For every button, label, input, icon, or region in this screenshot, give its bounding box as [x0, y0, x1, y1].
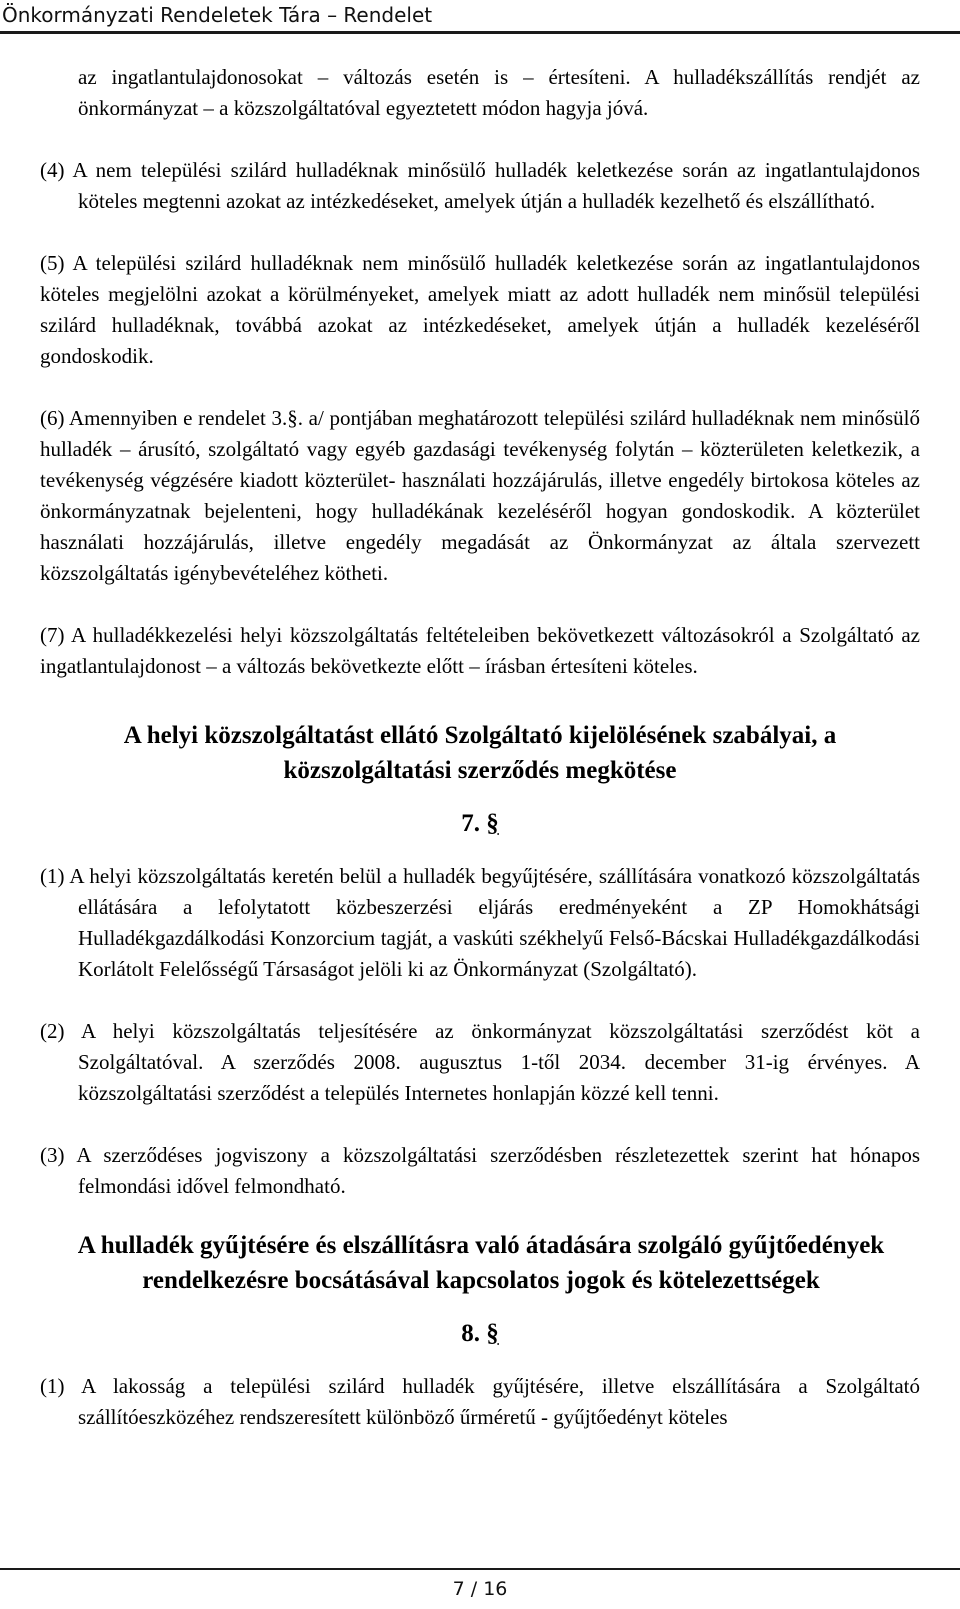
page-footer [0, 1568, 960, 1609]
paragraph-5: (5) A települési szilárd hulladéknak nem minősülő hulladék keletkezése során az ingatlantulajdonos köteles megjelölni azokat a körülményeket, amelyek miatt az adott hulladék nem minősül települési szilárd hulladéknak, továbbá azokat az intézkedéseket, amelyek útján a hulladék kezeléséről gondoskodik. [40, 251, 920, 368]
page-number: 7 / 16 [452, 1578, 508, 1600]
paragraph-6: (6) Amennyiben e rendelet 3.§. a/ pontjában meghatározott települési szilárd hulladéknak nem minősülő hulladék – árusító, szolgáltató vagy egyéb gazdasági tevékenység folytán – közterületen keletkezik, a tevékenység végzésére kiadott közterület- használati hozzájárulás, illetve engedély birtokosa köteles az önkormányzatnak bejelenteni, hogy hulladékának kezeléséről hogyan gondoskodik. A közterület használati hozzájárulás, illetve engedély megadását az Önkormányzat az általa szervezett közszolgáltatás igénybevételéhez kötheti. [40, 406, 920, 585]
section-sign: § [486, 810, 499, 837]
section-8-heading: A hulladék gyűjtésére és elszállításra való átadására szolgáló gyűjtőedények rendelkezésre bocsátásával kapcsolatos jogok és kötelezettségek [77, 1232, 885, 1294]
section-7-item-3: (3) A szerződéses jogviszony a közszolgáltatási szerződésben részletezettek szerint hat hónapos felmondási idővel felmondható. [40, 1143, 920, 1198]
header-title: Önkormányzati Rendeletek Tára – Rendelet [2, 3, 433, 27]
section-8-number-text: 8. [461, 1320, 480, 1347]
section-7-heading: A helyi közszolgáltatást ellátó Szolgáltató kijelölésének szabályai, a közszolgáltatási szerződés megkötése [123, 722, 837, 784]
section-7-item-1: (1) A helyi közszolgáltatás keretén belül a hulladék begyűjtésére, szállítására vonatkozó közszolgáltatás ellátására a lefolytatott közbeszerzési eljárás eredményeként a ZP Homokhátsági Hulladékgazdálkodási Konzorcium tagját, a vaskúti székhelyű Felső-Bácskai Hulladékgazdálkodási Korlátolt Felelősségű Társaságot jelöli ki az Önkormányzat (Szolgáltató). [40, 864, 920, 981]
paragraph-4: (4) A nem települési szilárd hulladéknak minősülő hulladék keletkezése során az ingatlantulajdonos köteles megtenni azokat az intézkedéseket, amelyek útján a hulladék kezelhető és elszállítható. [40, 158, 920, 213]
paragraph-7: (7) A hulladékkezelési helyi közszolgáltatás feltételeiben bekövetkezett változásokról a Szolgáltató az ingatlantulajdonost – a változás bekövetkezte előtt – írásban értesíteni köteles. [40, 623, 920, 678]
section-7-item-2: (2) A helyi közszolgáltatás teljesítésére az önkormányzat közszolgáltatási szerződést köt a Szolgáltatóval. A szerződés 2008. augusztus 1-től 2034. december 31-ig érvényes. A közszolgáltatási szerződést a település Internetes honlapján közzé kell tenni. [40, 1019, 920, 1105]
document-body [40, 62, 920, 1464]
section-7-number-text: 7. [461, 810, 480, 837]
section-sign: § [486, 1320, 499, 1347]
section-8-item-1: (1) A lakosság a települési szilárd hulladék gyűjtésére, illetve elszállítására a Szolgáltató szállítóeszközéhez rendszeresített különböző űrméretű - gyűjtőedényt köteles [40, 1374, 920, 1429]
section-8-number [40, 1316, 920, 1351]
paragraph-3-continuation: az ingatlantulajdonosokat – változás esetén is – értesíteni. A hulladékszállítás rendjét az önkormányzat – a közszolgáltatóval egyeztetett módon hagyja jóvá. [78, 65, 920, 120]
document-header [0, 0, 960, 34]
section-7-number [40, 806, 920, 841]
